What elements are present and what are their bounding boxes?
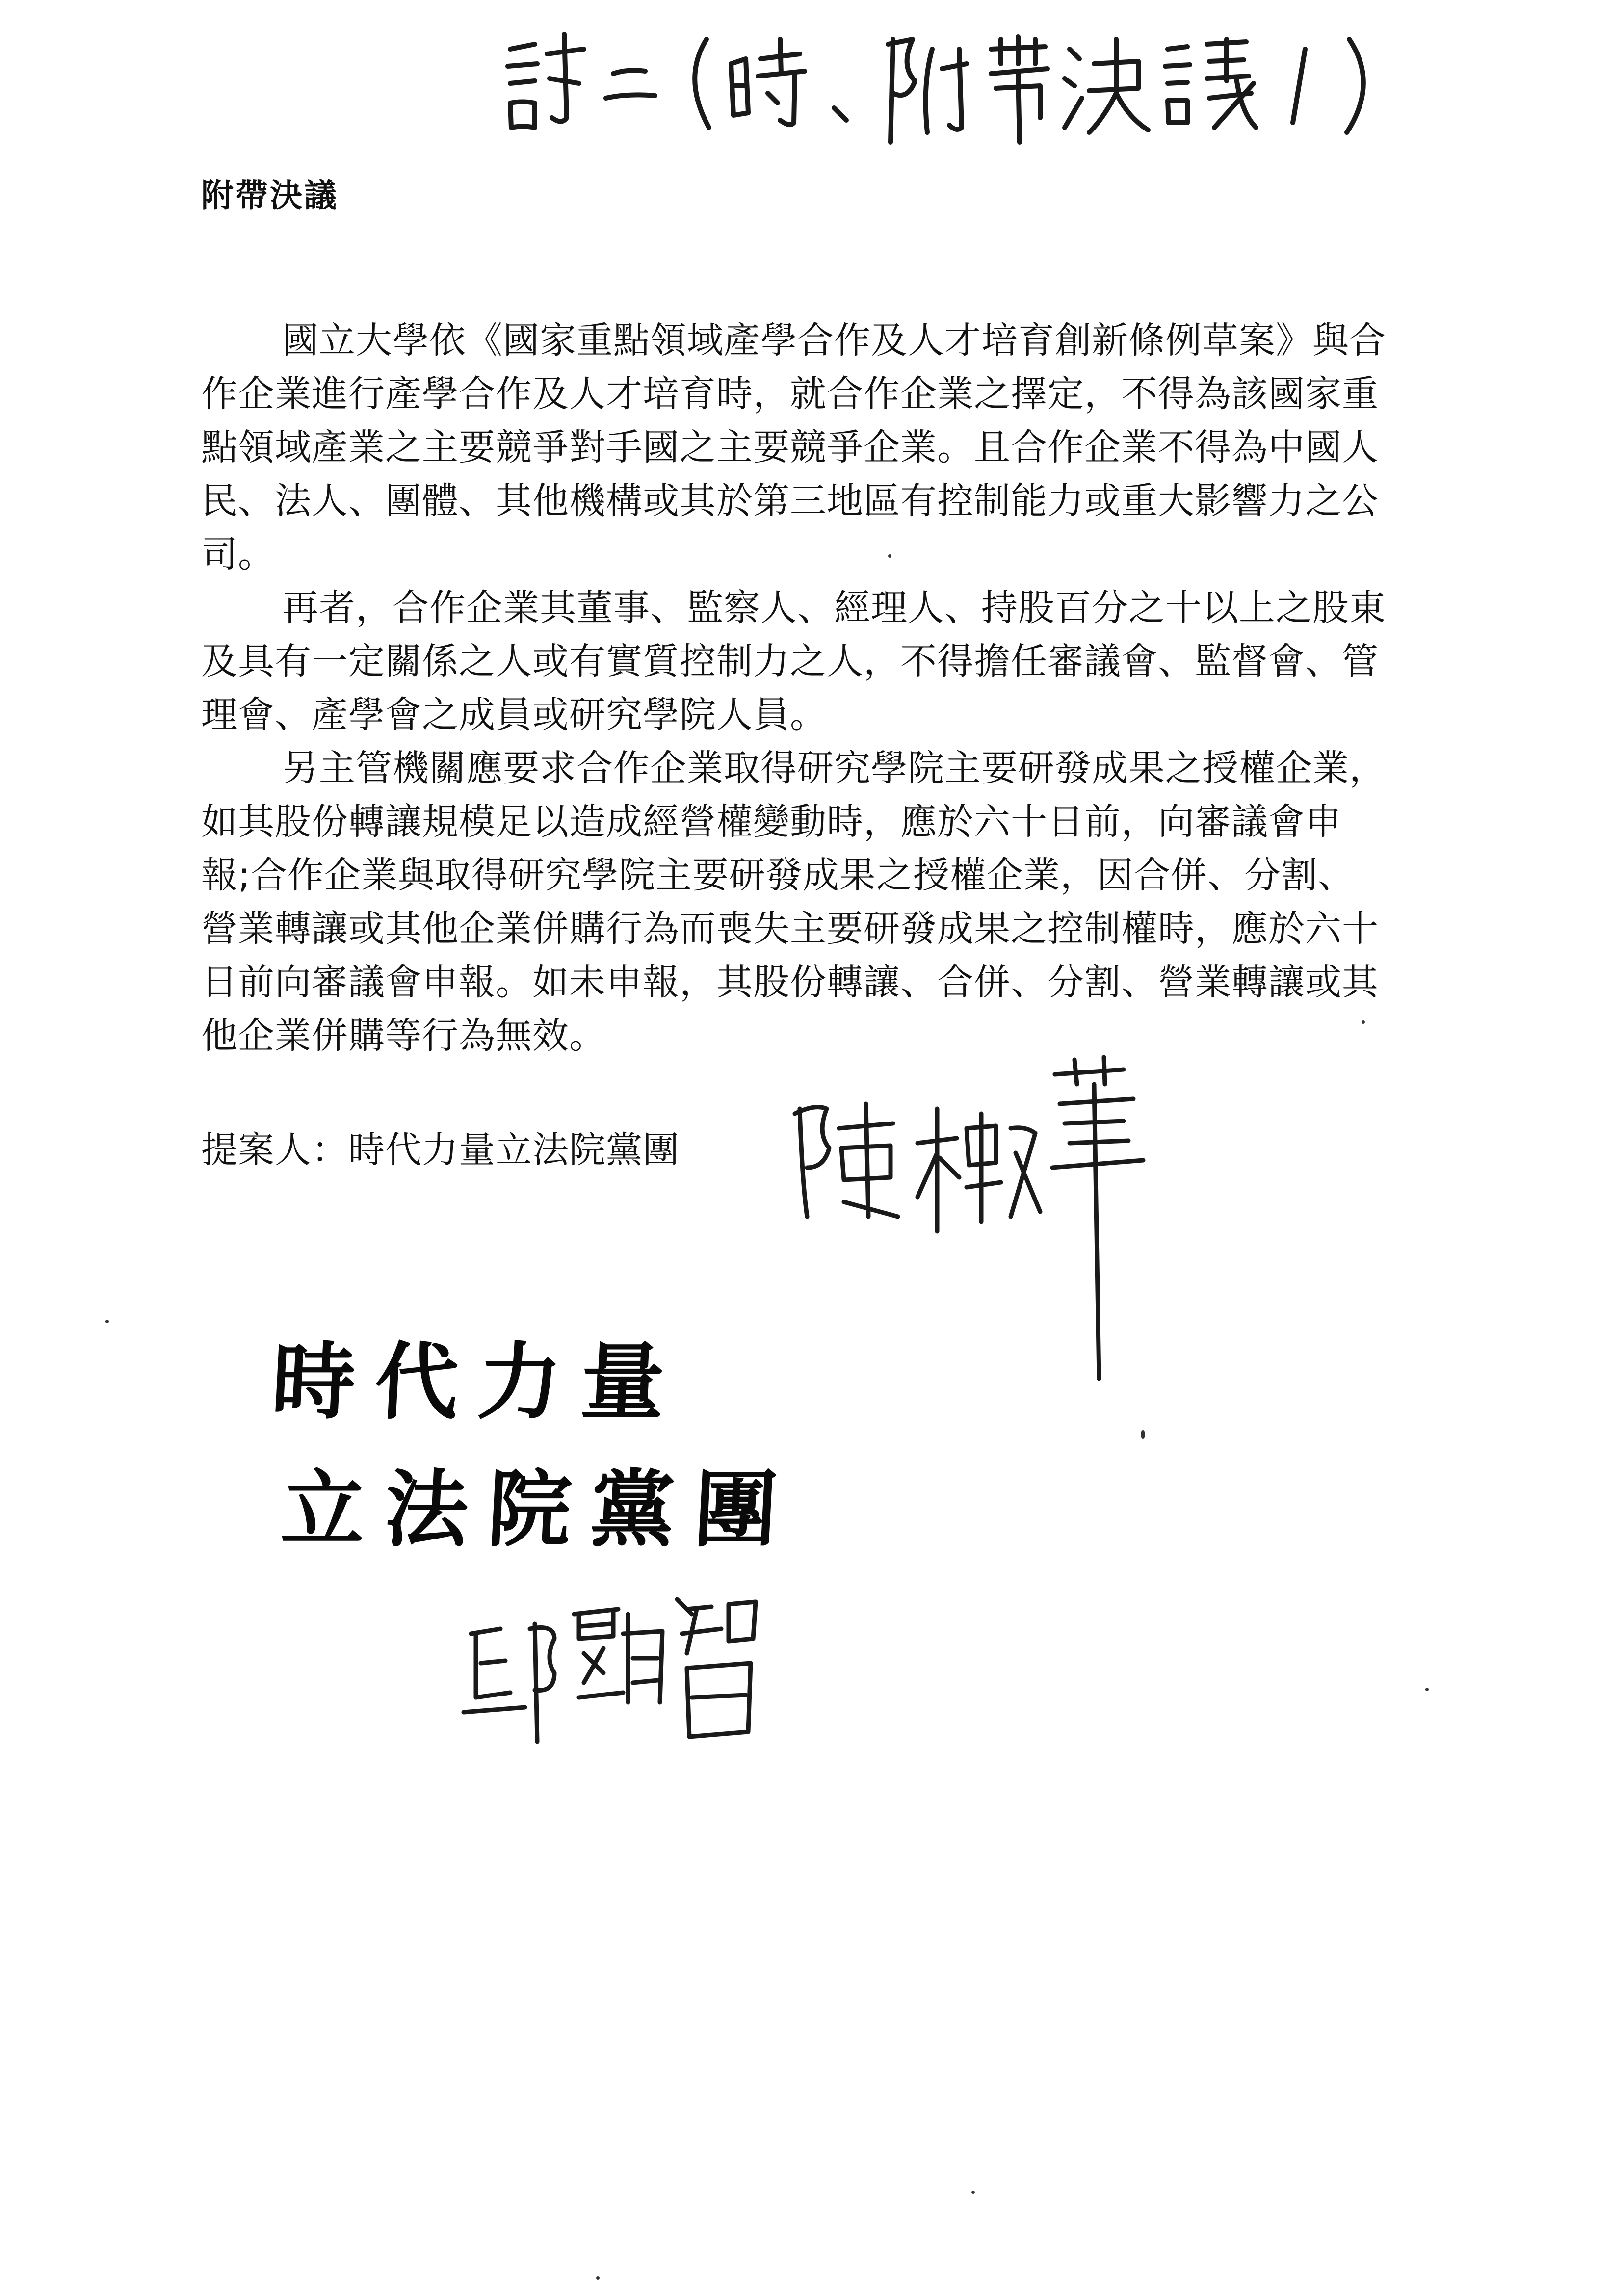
paragraph-line: 再者，合作企業其董事、監察人、經理人、持股百分之十以上之股東 — [282, 587, 1386, 629]
paragraph-line: 他企業併購等行為無效。 — [201, 1015, 606, 1057]
resolution-body — [201, 314, 1438, 1063]
handwritten-header-note — [500, 20, 1403, 147]
stamp-line-1: 時代力量 — [269, 1333, 687, 1431]
paragraph-line: 作企業進行產學合作及人才培育時，就合作企業之擇定，不得為該國家重 — [201, 373, 1379, 415]
paragraph-line: 司。 — [201, 533, 275, 575]
proposer-line: 提案人：時代力量立法院黨團 — [201, 1129, 680, 1171]
scan-speck — [888, 554, 891, 558]
paragraph-2 — [201, 581, 1438, 742]
stamp-line-2: 立法院黨團 — [279, 1461, 800, 1559]
paragraph-line: 報;合作企業與取得研究學院主要研發成果之授權企業，因合併、分割、 — [201, 854, 1355, 896]
scan-speck — [1425, 1688, 1429, 1691]
paragraph-line: 另主管機關應要求合作企業取得研究學院主要研發成果之授權企業， — [282, 747, 1386, 789]
paragraph-line: 點領域產業之主要競爭對手國之主要競爭企業。且合作企業不得為中國人 — [201, 426, 1379, 469]
scan-speck — [1362, 1020, 1365, 1024]
paragraph-3 — [201, 742, 1438, 1063]
paragraph-line: 如其股份轉讓規模足以造成經營權變動時，應於六十日前，向審議會申 — [201, 801, 1342, 843]
paragraph-line: 國立大學依《國家重點領域產學合作及人才培育創新條例草案》與合 — [282, 319, 1386, 362]
paragraph-line: 日前向審議會申報。如未申報，其股份轉讓、合併、分割、營業轉讓或其 — [201, 961, 1379, 1003]
paragraph-line: 營業轉讓或其他企業併購行為而喪失主要研發成果之控制權時，應於六十 — [201, 908, 1379, 950]
signature-chen — [780, 1055, 1163, 1388]
paragraph-line: 理會、產學會之成員或研究學院人員。 — [201, 694, 827, 736]
signature-chiu — [456, 1585, 770, 1761]
paragraph-line: 民、法人、團體、其他機構或其於第三地區有控制能力或重大影響力之公 — [201, 480, 1379, 522]
scan-speck — [971, 2191, 975, 2194]
scan-speck — [105, 1320, 109, 1323]
paragraph-1 — [201, 314, 1438, 581]
scan-speck — [596, 2276, 600, 2280]
scan-speck — [1141, 1430, 1145, 1439]
document-title: 附帶決議 — [201, 177, 339, 214]
paragraph-line: 及具有一定關係之人或有實質控制力之人，不得擔任審議會、監督會、管 — [201, 640, 1379, 682]
